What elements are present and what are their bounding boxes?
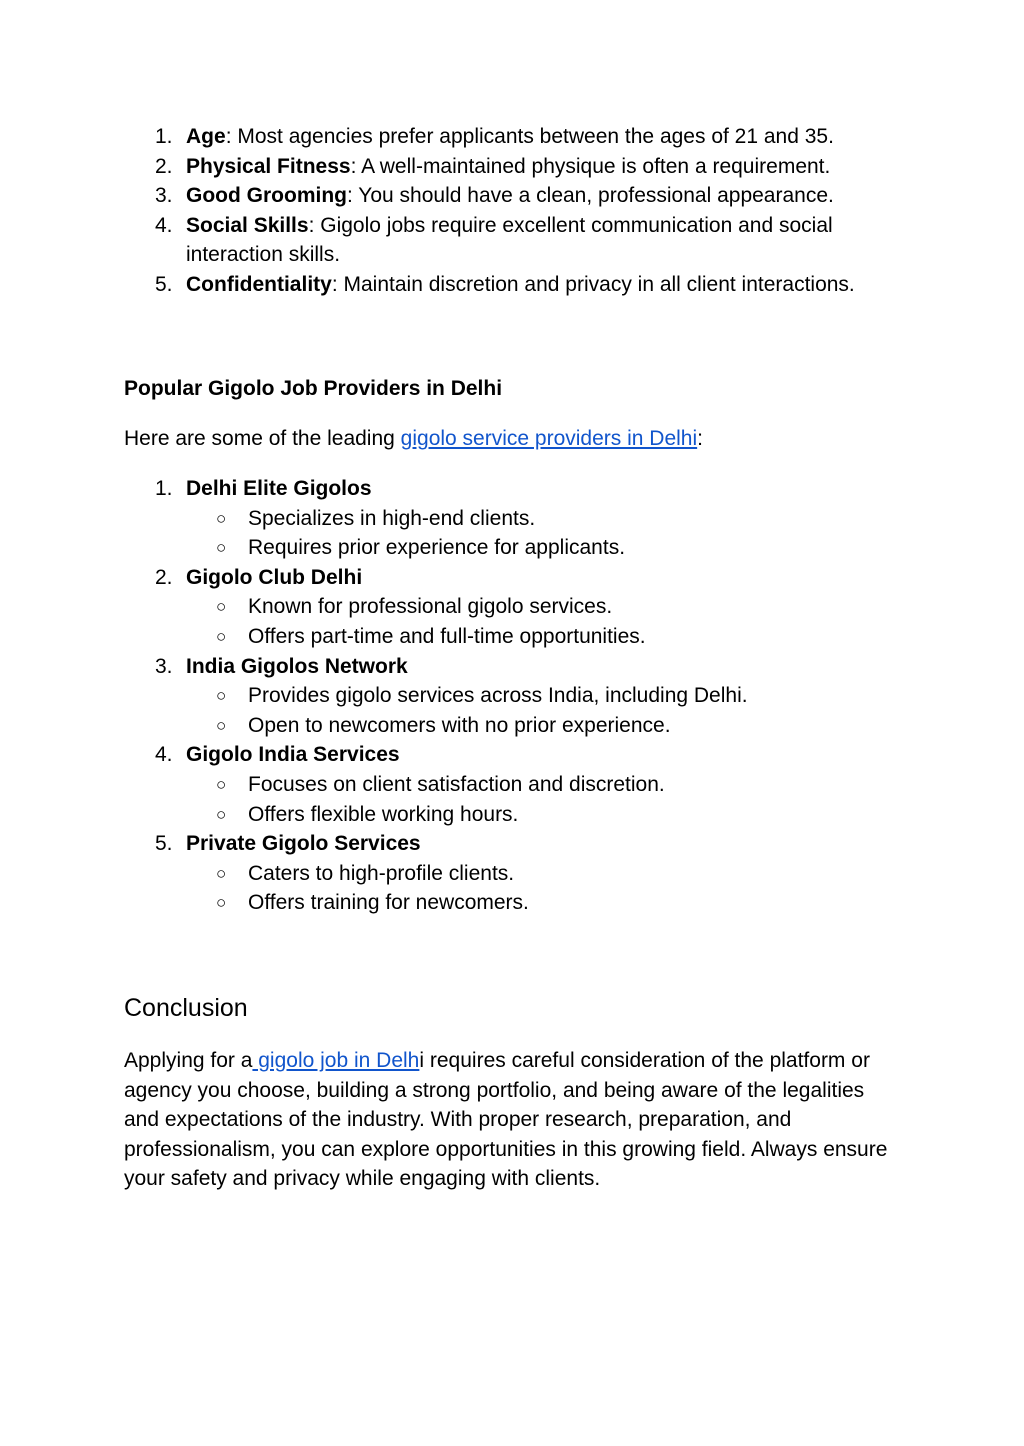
requirements-list <box>124 122 914 300</box>
provider-name: Private Gigolo Services <box>186 832 421 856</box>
conclusion-link[interactable]: gigolo job in Delh <box>252 1049 420 1072</box>
conclusion-text-start: Applying for a <box>124 1049 253 1072</box>
provider-item <box>124 740 914 829</box>
conclusion-paragraph <box>124 1046 904 1194</box>
provider-name: Delhi Elite Gigolos <box>186 477 372 500</box>
provider-bullet: ○ Offers flexible working hours. <box>124 800 914 830</box>
list-number: 5. <box>155 272 173 296</box>
provider-bullet: ○ Caters to high-profile clients. <box>124 859 914 889</box>
requirement-text: : Maintain discretion and privacy in all client interactions. <box>331 272 855 296</box>
list-number: 3. <box>155 184 173 208</box>
list-number: 1. <box>155 477 173 500</box>
provider-name: Gigolo Club Delhi <box>186 565 363 589</box>
list-number: 2. <box>155 565 173 589</box>
bullet-circle-icon: ○ <box>216 626 227 646</box>
list-number: 2. <box>155 154 173 178</box>
provider-name: Gigolo India Services <box>186 743 400 767</box>
conclusion-text-rest: i requires careful consideration of the platform or agency you choose, building a strong portfolio, and being aware of the legalities and expectations of the industry. With proper research, preparation, and professionalism, you can explore opportunities in this growing field. Always ensure your safety and privacy while engaging with clients. <box>124 1049 888 1191</box>
bullet-circle-icon: ○ <box>216 893 227 913</box>
providers-list <box>124 474 914 918</box>
requirement-text: : Most agencies prefer applicants between the ages of 21 and 35. <box>225 125 834 148</box>
provider-name: India Gigolos Network <box>186 654 408 678</box>
provider-item <box>124 829 914 918</box>
bullet-circle-icon: ○ <box>216 538 227 558</box>
list-number: 3. <box>155 654 173 678</box>
bullet-circle-icon: ○ <box>216 804 227 824</box>
provider-item <box>124 474 914 563</box>
provider-bullet: ○ Offers part-time and full-time opportunities. <box>124 622 914 652</box>
provider-bullet: ○ Requires prior experience for applicants. <box>124 533 914 563</box>
provider-bullet: ○ Offers training for newcomers. <box>124 888 914 918</box>
requirement-item <box>124 270 914 300</box>
requirement-item <box>124 152 914 182</box>
bullet-circle-icon: ○ <box>216 863 227 883</box>
list-number: 1. <box>155 125 173 148</box>
providers-intro <box>124 424 914 454</box>
list-number: 5. <box>155 832 173 856</box>
intro-suffix: : <box>697 427 703 450</box>
provider-bullet: ○ Known for professional gigolo services. <box>124 592 914 622</box>
requirement-item <box>124 122 914 152</box>
providers-link[interactable]: gigolo service providers in Delhi <box>400 427 698 450</box>
provider-bullet: ○ Provides gigolo services across India, including Delhi. <box>124 681 914 711</box>
list-number: 4. <box>155 213 173 237</box>
requirement-text: : A well-maintained physique is often a requirement. <box>350 154 831 178</box>
requirement-text: : You should have a clean, professional appearance. <box>346 184 834 208</box>
conclusion-heading: Conclusion <box>124 994 248 1022</box>
intro-text: Here are some of the leading <box>124 427 401 450</box>
requirement-label: Physical Fitness <box>186 154 351 178</box>
bullet-circle-icon: ○ <box>216 508 227 528</box>
requirement-label: Confidentiality <box>186 272 332 296</box>
bullet-circle-icon: ○ <box>216 715 227 735</box>
requirement-item <box>124 181 914 211</box>
providers-heading: Popular Gigolo Job Providers in Delhi <box>124 377 503 400</box>
bullet-circle-icon: ○ <box>216 774 227 794</box>
provider-item <box>124 652 914 741</box>
requirement-text: : Gigolo jobs require excellent communication and social interaction skills. <box>186 213 833 267</box>
requirement-item <box>124 211 914 270</box>
list-number: 4. <box>155 743 173 767</box>
bullet-circle-icon: ○ <box>216 597 227 617</box>
requirement-label: Social Skills <box>186 213 309 237</box>
provider-bullet: ○ Focuses on client satisfaction and discretion. <box>124 770 914 800</box>
requirement-label: Age <box>186 125 226 148</box>
provider-item <box>124 563 914 652</box>
provider-bullet: ○ Specializes in high-end clients. <box>124 504 914 534</box>
bullet-circle-icon: ○ <box>216 686 227 706</box>
provider-bullet: ○ Open to newcomers with no prior experience. <box>124 711 914 741</box>
requirement-label: Good Grooming <box>186 184 347 208</box>
